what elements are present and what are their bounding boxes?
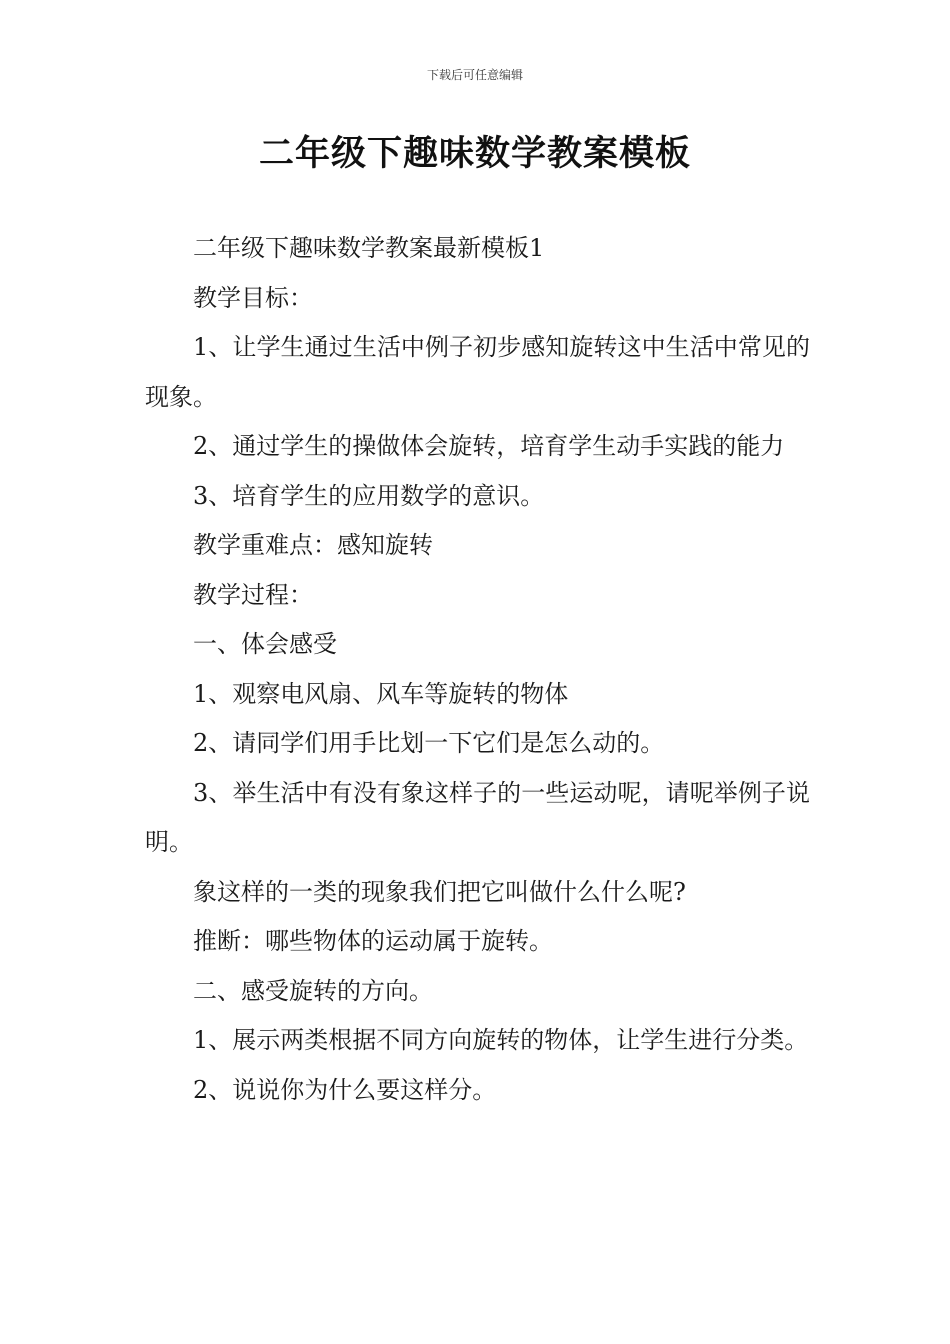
header-note: 下载后可任意编辑 [426, 68, 523, 82]
paragraph-goal-2: 2、通过学生的操做体会旋转，培育学生动手实践的能力 [193, 432, 785, 460]
paragraph-teaching-goals-heading: 教学目标： [193, 283, 313, 312]
paragraph-subtitle: 二年级下趣味数学教案最新模板1 [193, 234, 545, 262]
document-title: 二年级下趣味数学教案模板 [258, 134, 691, 174]
paragraph-question: 象这样的一类的现象我们把它叫做什么什么呢? [193, 877, 686, 906]
paragraph-goal-1: 1、让学生通过生活中例子初步感知旋转这中生活中常见的现象。 [145, 333, 810, 411]
paragraph-step-4: 1、展示两类根据不同方向旋转的物体，让学生进行分类。 [193, 1026, 809, 1054]
document-body [145, 224, 810, 1115]
paragraph-step-2: 2、请同学们用手比划一下它们是怎么动的。 [193, 729, 665, 757]
paragraph-section-1-heading: 一、体会感受 [193, 630, 337, 658]
paragraph-section-2-heading: 二、感受旋转的方向。 [193, 976, 433, 1005]
paragraph-judgment: 推断：哪些物体的运动属于旋转。 [193, 927, 553, 955]
paragraph-step-3: 3、举生活中有没有象这样子的一些运动呢，请呢举例子说明。 [145, 778, 810, 856]
paragraph-step-1: 1、观察电风扇、风车等旋转的物体 [193, 679, 569, 708]
paragraph-goal-3: 3、培育学生的应用数学的意识。 [193, 481, 545, 510]
paragraph-key-points: 教学重难点：感知旋转 [193, 531, 433, 559]
paragraph-step-5: 2、说说你为什么要这样分。 [193, 1075, 497, 1104]
paragraph-process-heading: 教学过程： [193, 580, 313, 609]
